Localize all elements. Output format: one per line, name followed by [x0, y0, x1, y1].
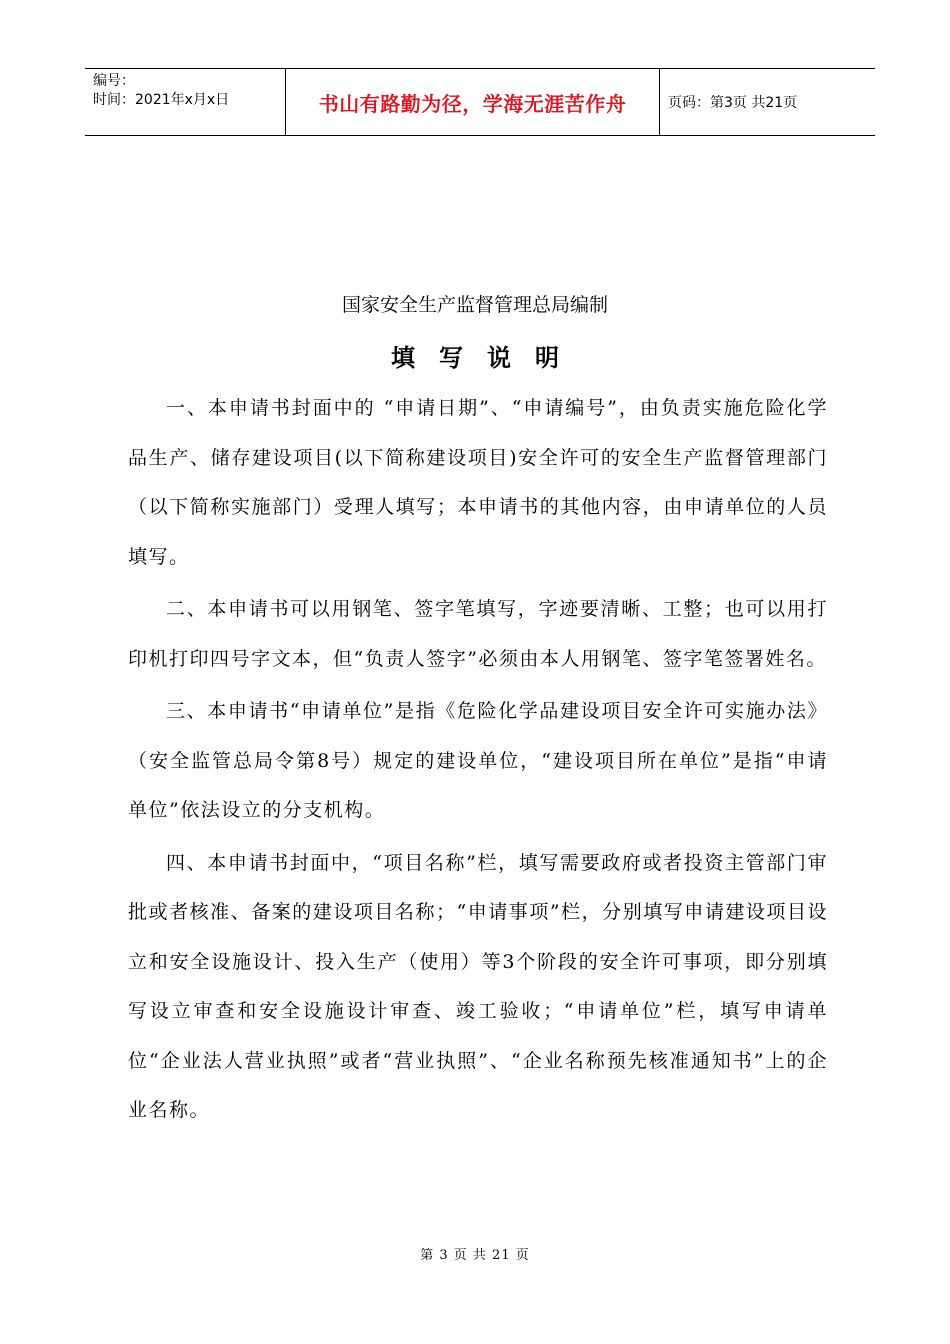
page-footer: 第 3 页 共 21 页: [420, 1248, 530, 1263]
page-title: 填写说明: [391, 344, 583, 372]
serial-label: 编号：: [93, 73, 135, 89]
body-text: [128, 384, 828, 1136]
header-info-cell: [85, 69, 286, 135]
paragraph-1: 一、本申请书封面中的 “申请日期”、“申请编号”，由负责实施危险化学品生产、储存建设项目(以下简称建设项目)安全许可的安全生产监督管理部门（以下简称实施部门）受理人填写；本申请书的其他内容，由申请单位的人员填写。: [128, 397, 828, 568]
paragraph-3: 三、本申请书“申请单位”是指《危险化学品建设项目安全许可实施办法》（安全监管总局令第8号）规定的建设单位，“建设项目所在单位”是指“申请单位”依法设立的分支机构。: [128, 700, 828, 821]
paragraph-4: 四、本申请书封面中，“项目名称”栏，填写需要政府或者投资主管部门审批或者核准、备案的建设项目名称；“申请事项”栏，分别填写申请建设项目设立和安全设施设计、投入生产（使用）等3个阶段的安全许可事项，即分别填写设立审查和安全设施设计审查、竣工验收；“申请单位”栏，填写申请单位“企业法人营业执照”或者“营业执照”、“企业名称预先核准通知书”上的企业名称。: [128, 851, 828, 1121]
time-label: 时间：2021年x月x日: [93, 92, 230, 108]
org-line: 国家安全生产监督管理总局编制: [341, 294, 608, 316]
header-table: [85, 68, 875, 136]
paragraph-2: 二、本申请书可以用钢笔、签字笔填写，字迹要清晰、工整；也可以用打印机打印四号字文本，但“负责人签字”必须由本人用钢笔、签字笔签署姓名。: [128, 598, 828, 670]
header-motto: 书山有路勤为径，学海无涯苦作舟: [286, 69, 660, 135]
header-page-code: 页码：第3页 共21页: [668, 95, 798, 111]
